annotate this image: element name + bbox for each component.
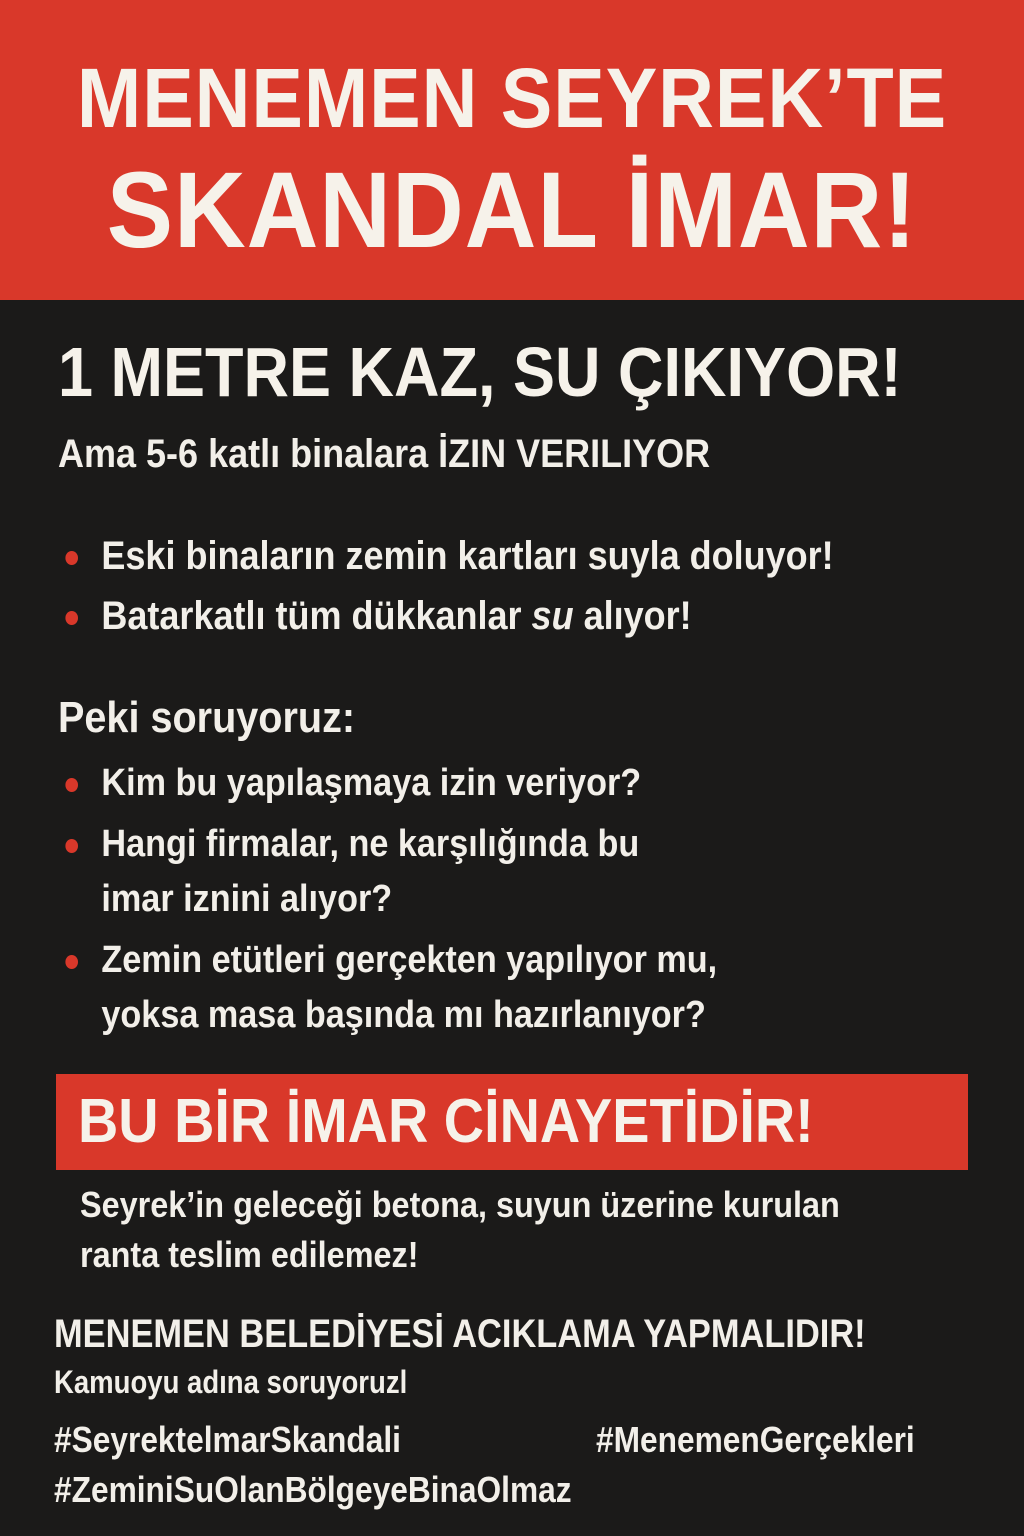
question-item [60, 817, 717, 927]
fact-item [60, 586, 834, 646]
hashtag: #SeyrektelmarSkandali [54, 1419, 401, 1460]
demand-subtext: Kamuoyu adına soruyoruzl [54, 1364, 408, 1400]
fact-text: Eski binaların zemin kartları suyla doluyor! [101, 534, 834, 578]
header-banner [0, 0, 1024, 300]
question-line: Kim bu yapılaşmaya izin veriyor? [101, 762, 642, 804]
bullet-dot-icon [65, 778, 78, 792]
questions-list [60, 756, 790, 1049]
question-item [60, 756, 717, 811]
slogan-text: BU BİR İMAR CİNAYETİDİR! [78, 1087, 814, 1156]
hashtag: #MenemenGerçekleri [596, 1419, 915, 1460]
questions-title: Peki soruyoruz: [58, 693, 356, 742]
bullet-dot-icon [65, 839, 78, 853]
question-item [60, 933, 717, 1043]
statement-line: Seyrek’in geleceği betona, suyun üzerine kurulan [80, 1184, 840, 1225]
header-title-line2: SKANDAL İMAR! [106, 149, 918, 270]
hashtag: #ZeminiSuOlanBölgeyeBinaOlmaz [54, 1469, 572, 1510]
fact-text-emphasis: su [531, 594, 574, 638]
demand-heading: MENEMEN BELEDİYESİ ACIKLAMA YAPMALIDIR! [54, 1312, 866, 1356]
question-line: yoksa masa başında mı hazırlanıyor? [101, 994, 706, 1036]
fact-item [60, 526, 834, 586]
header-title-line1: MENEMEN SEYREK’TE [76, 51, 948, 145]
subheadline: Ama 5-6 katlı binalara İZIN VERILIYOR [58, 432, 711, 476]
facts-list [60, 526, 920, 646]
bullet-dot-icon [65, 955, 78, 969]
bullet-dot-icon [65, 611, 78, 625]
statement-line: ranta teslim edilemez! [80, 1234, 419, 1275]
question-line: imar iznini alıyor? [101, 878, 393, 920]
question-line: Hangi firmalar, ne karşılığında bu [101, 823, 640, 865]
fact-text-before: Batarkatlı tüm dükkanlar [101, 594, 532, 638]
bullet-dot-icon [65, 551, 78, 565]
question-line: Zemin etütleri gerçekten yapılıyor mu, [101, 939, 718, 981]
statement [80, 1180, 980, 1280]
slogan-banner [56, 1074, 968, 1170]
headline: 1 METRE KAZ, SU ÇIKIYOR! [58, 333, 902, 411]
fact-text-after: alıyor! [573, 594, 692, 638]
